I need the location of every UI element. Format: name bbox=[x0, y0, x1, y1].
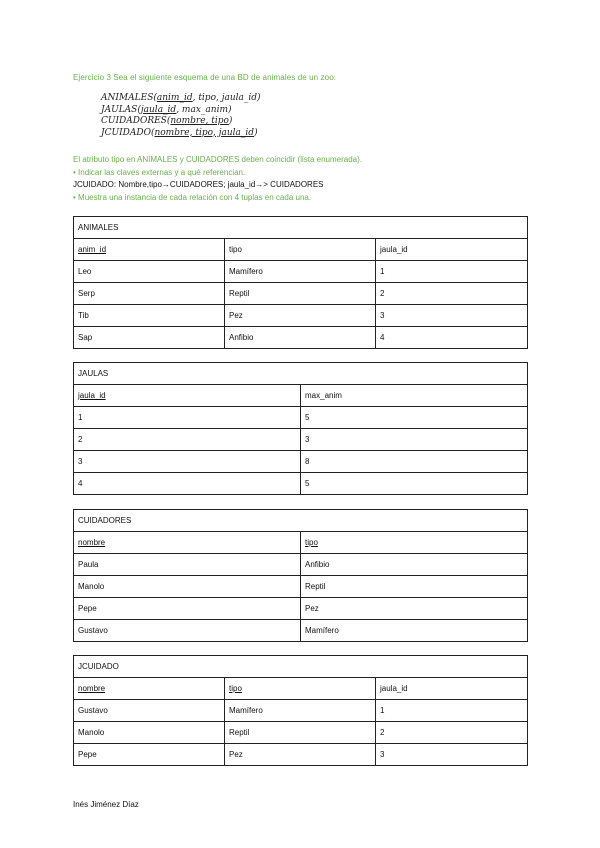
table-row bbox=[74, 620, 528, 642]
table-row bbox=[74, 283, 528, 305]
table-cell: Mamífero bbox=[301, 620, 528, 642]
table-row bbox=[74, 305, 528, 327]
table-cell: Pez bbox=[301, 598, 528, 620]
table-cell: Pez bbox=[225, 305, 376, 327]
schema-relation-name: CUIDADORES bbox=[101, 116, 167, 126]
schema-relation-name: ANIMALES bbox=[101, 93, 154, 103]
table-cell: Gustavo bbox=[74, 700, 225, 722]
table-cell: Pepe bbox=[74, 744, 225, 766]
column-header bbox=[74, 532, 301, 554]
schema-key: nombre, tipo, jaula_id bbox=[154, 127, 255, 138]
column-header: tipo bbox=[225, 239, 376, 261]
table-cell: Serp bbox=[74, 283, 225, 305]
column-header-label: tipo bbox=[305, 538, 318, 547]
table-cell: 4 bbox=[376, 327, 528, 349]
table-cell: Reptil bbox=[225, 722, 376, 744]
table-cell: 3 bbox=[301, 429, 528, 451]
column-header-label: nombre bbox=[78, 684, 106, 693]
table-cell: Tib bbox=[74, 305, 225, 327]
table-cell: 4 bbox=[74, 473, 301, 495]
table-cell: 1 bbox=[376, 261, 528, 283]
schema-paren: ( bbox=[150, 127, 155, 138]
table-cell: 1 bbox=[74, 407, 301, 429]
column-header-label: nombre bbox=[78, 538, 106, 547]
table-cell: 2 bbox=[74, 429, 301, 451]
table-cell: 3 bbox=[74, 451, 301, 473]
table-jcuidado bbox=[73, 655, 528, 766]
table-title: CUIDADORES bbox=[74, 510, 528, 532]
schema-paren: ( bbox=[137, 104, 141, 115]
schema-attributes: ) bbox=[254, 127, 258, 138]
schema-key: jaula_id bbox=[140, 104, 177, 115]
table-cuidadores bbox=[73, 509, 528, 642]
table-animales bbox=[73, 216, 528, 349]
table-cell: Anfibio bbox=[225, 327, 376, 349]
note-tipo: El atributo tipo en ANIMALES y CUIDADORES deben coincidir (lista enumerada). bbox=[73, 155, 363, 164]
notes-block bbox=[73, 154, 362, 204]
column-header-label: jaula_id bbox=[78, 391, 106, 400]
table-cell: 2 bbox=[376, 722, 528, 744]
table-row bbox=[74, 554, 528, 576]
table-cell: Gustavo bbox=[74, 620, 301, 642]
table-row bbox=[74, 429, 528, 451]
table-cell: 5 bbox=[301, 407, 528, 429]
table-row bbox=[74, 261, 528, 283]
note-answer: JCUIDADO: Nombre,tipo→CUIDADORES; jaula_id→> CUIDADORES bbox=[73, 180, 324, 189]
column-header-label: anim_id bbox=[78, 245, 107, 254]
column-header bbox=[74, 385, 301, 407]
table-row bbox=[74, 473, 528, 495]
table-title: JCUIDADO bbox=[74, 656, 528, 678]
table-row bbox=[74, 576, 528, 598]
table-row bbox=[74, 744, 528, 766]
schema-attributes: ) bbox=[228, 116, 233, 126]
schema-line-animales bbox=[101, 93, 261, 105]
table-cell: Anfibio bbox=[301, 554, 528, 576]
schema-key: anim_id bbox=[156, 93, 193, 103]
schema-paren: ( bbox=[166, 116, 171, 126]
table-title: JAULAS bbox=[74, 363, 528, 385]
table-cell: Mamífero bbox=[225, 261, 376, 283]
table-cell: Sap bbox=[74, 327, 225, 349]
table-title: ANIMALES bbox=[74, 217, 528, 239]
table-cell: Manolo bbox=[74, 722, 225, 744]
table-row bbox=[74, 598, 528, 620]
table-cell: Manolo bbox=[74, 576, 301, 598]
table-row bbox=[74, 451, 528, 473]
schema-relation-name: JAULAS bbox=[101, 104, 138, 115]
table-cell: 8 bbox=[301, 451, 528, 473]
table-row bbox=[74, 327, 528, 349]
schema-paren: ( bbox=[153, 93, 157, 103]
column-header bbox=[74, 678, 225, 700]
column-header: jaula_id bbox=[376, 239, 528, 261]
note-instances: • Muestra una instancia de cada relación con 4 tuplas en cada una. bbox=[73, 192, 312, 202]
column-header: jaula_id bbox=[376, 678, 528, 700]
schema-line-cuidadores bbox=[101, 116, 261, 128]
schema-relation-name: JCUIDADO bbox=[101, 127, 151, 138]
table-cell: Reptil bbox=[225, 283, 376, 305]
column-header bbox=[74, 239, 225, 261]
exercise-intro: Ejercicio 3 Sea el siguiente esquema de una BD de animales de un zoo: bbox=[73, 73, 337, 82]
table-cell: Mamífero bbox=[225, 700, 376, 722]
author-footer: Inés Jiménez Díaz bbox=[73, 800, 139, 809]
schema-block bbox=[101, 93, 261, 139]
table-row bbox=[74, 407, 528, 429]
table-cell: 2 bbox=[376, 283, 528, 305]
schema-line-jaulas bbox=[101, 105, 261, 117]
schema-key: nombre, tipo bbox=[170, 116, 229, 126]
table-cell: Reptil bbox=[301, 576, 528, 598]
schema-line-jcuidado bbox=[101, 128, 261, 140]
column-header bbox=[301, 532, 528, 554]
table-cell: Pepe bbox=[74, 598, 301, 620]
table-cell: Pez bbox=[225, 744, 376, 766]
note-foreign-keys: • Indicar las claves externas y a qué referencian. bbox=[73, 167, 246, 177]
table-cell: Paula bbox=[74, 554, 301, 576]
table-row bbox=[74, 722, 528, 744]
table-cell: 3 bbox=[376, 305, 528, 327]
table-row bbox=[74, 700, 528, 722]
schema-attributes: , tipo, jaula_id) bbox=[192, 93, 261, 103]
table-jaulas bbox=[73, 362, 528, 495]
table-cell: 3 bbox=[376, 744, 528, 766]
schema-attributes: , max_anim) bbox=[176, 104, 232, 115]
table-cell: Leo bbox=[74, 261, 225, 283]
column-header-label: tipo bbox=[229, 684, 242, 693]
table-cell: 1 bbox=[376, 700, 528, 722]
column-header bbox=[225, 678, 376, 700]
table-cell: 5 bbox=[301, 473, 528, 495]
column-header: max_anim bbox=[301, 385, 528, 407]
